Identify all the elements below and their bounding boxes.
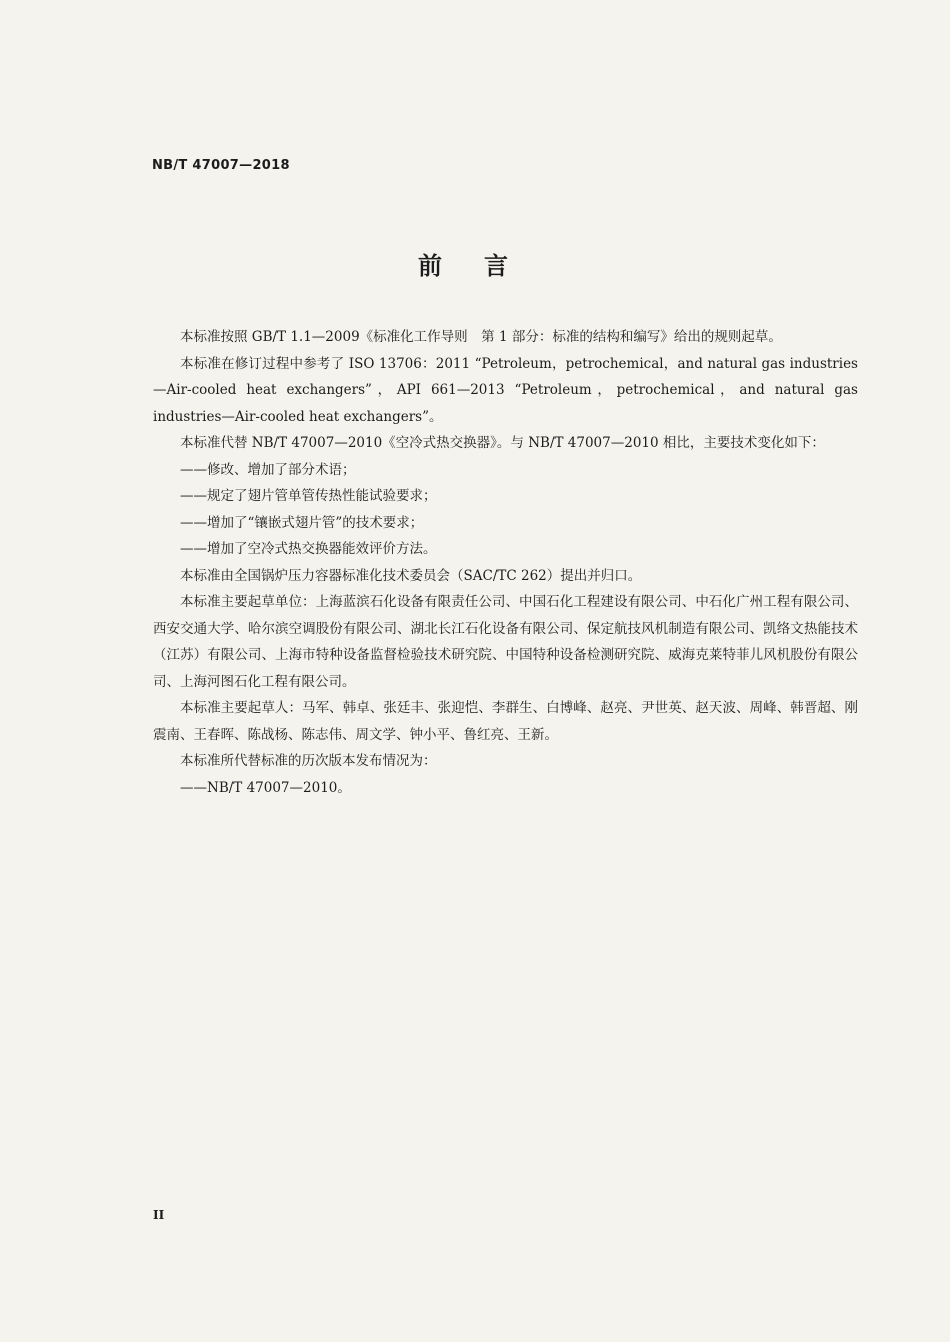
list-item-history: ——NB/T 47007—2010。 <box>180 779 351 796</box>
paragraph-drafting-rules: 本标准按照 GB/T 1.1—2009《标准化工作导则 第 1 部分：标准的结构和编写》给出的规则起草。 <box>180 329 782 345</box>
paragraph-history-intro: 本标准所代替标准的历次版本发布情况为： <box>180 753 437 769</box>
paragraph-references: 本标准在修订过程中参考了 ISO 13706：2011 “Petroleum，petrochemical，and natural gas industries—Air-cooled heat exchangers”，API 661—2013 “Petroleum，petrochemical，and natural gas industries—Air-cooled heat exchangers”。 <box>153 355 858 425</box>
list-item-change: ——修改、增加了部分术语； <box>180 461 356 478</box>
paragraph-proposer: 本标准由全国锅炉压力容器标准化技术委员会（SAC/TC 262）提出并归口。 <box>180 567 642 584</box>
paragraph-drafters: 本标准主要起草人：马军、韩卓、张廷丰、张迎恺、李群生、白博峰、赵亮、尹世英、赵天波、周峰、韩晋超、刚震南、王春晖、陈战杨、陈志伟、周文学、钟小平、鲁红亮、王新。 <box>153 700 858 743</box>
standard-number: NB/T 47007—2018 <box>152 158 290 173</box>
paragraph-replacement: 本标准代替 NB/T 47007—2010《空冷式热交换器》。与 NB/T 47007—2010 相比，主要技术变化如下： <box>180 435 825 451</box>
foreword-body <box>153 324 858 801</box>
paragraph-drafting-units: 本标准主要起草单位：上海蓝滨石化设备有限责任公司、中国石化工程建设有限公司、中石化广州工程有限公司、西安交通大学、哈尔滨空调股份有限公司、湖北长江石化设备有限公司、保定航技风机制造有限公司、凯络文热能技术（江苏）有限公司、上海市特种设备监督检验技术研究院、中国特种设备检测研究院、威海克莱特菲儿风机股份有限公司、上海河图石化工程有限公司。 <box>153 594 858 690</box>
list-item-change: ——增加了“镶嵌式翅片管”的技术要求； <box>180 514 424 531</box>
list-item-change: ——增加了空冷式热交换器能效评价方法。 <box>180 541 437 557</box>
page-title: 前言 <box>418 252 550 280</box>
page-number: II <box>153 1208 165 1222</box>
list-item-change: ——规定了翅片管单管传热性能试验要求； <box>180 488 437 504</box>
